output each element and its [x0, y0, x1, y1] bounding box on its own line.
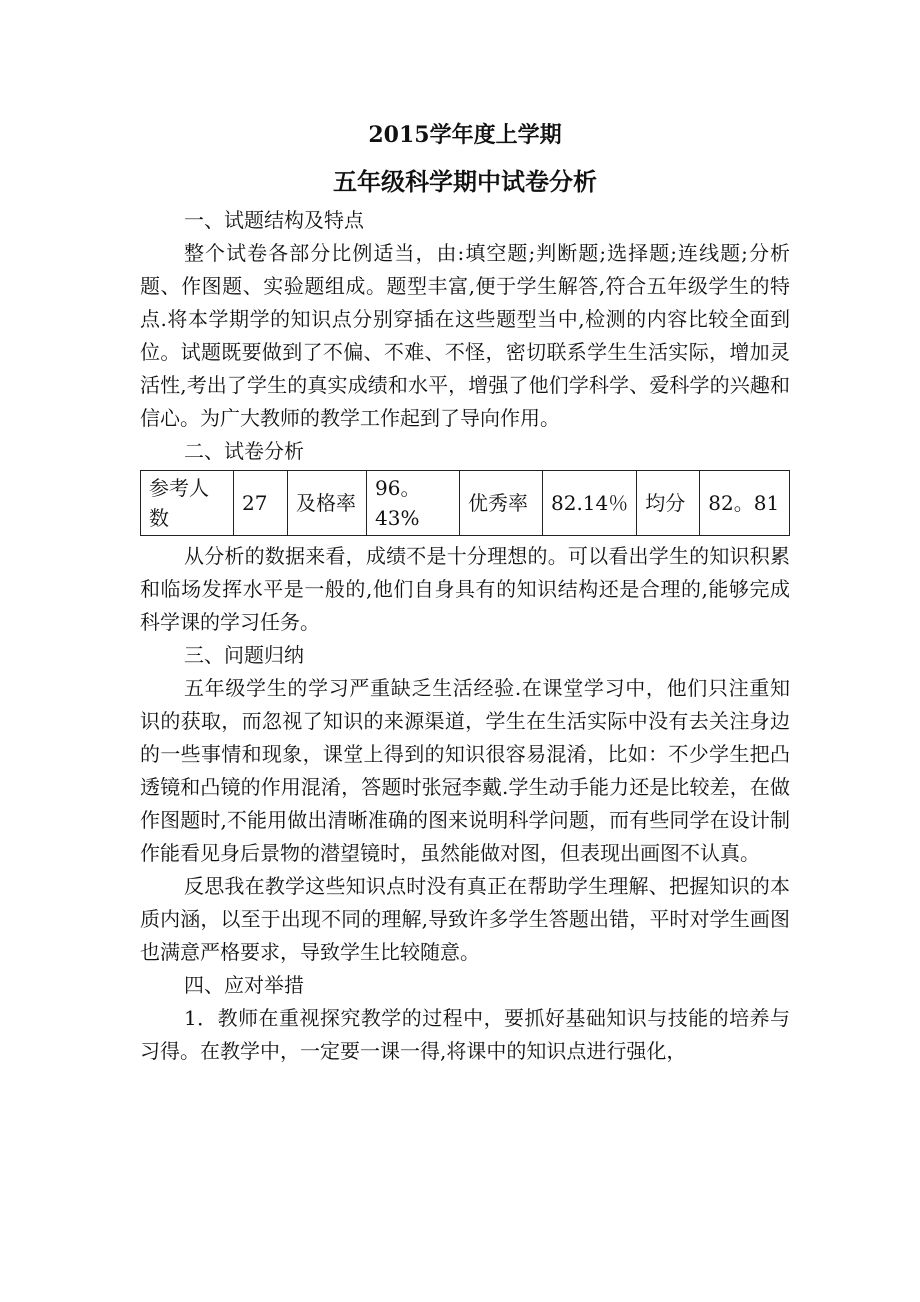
- cell-average-value: 82。81: [700, 471, 790, 536]
- section1-heading: 一、试题结构及特点: [184, 208, 364, 232]
- cell-pass-rate-label: 及格率: [288, 471, 367, 536]
- cell-participants-label: 参考人数: [141, 471, 234, 536]
- document-page: [140, 116, 790, 1068]
- cell-excellent-rate-label: 优秀率: [460, 471, 543, 536]
- cell-excellent-rate-value: 82.14％: [543, 471, 637, 536]
- score-table: [140, 470, 790, 536]
- score-table-row: [141, 471, 790, 536]
- cell-participants-value: 27: [234, 471, 288, 536]
- cell-average-label: 均分: [637, 471, 700, 536]
- section4-paragraph1: 1．教师在重视探究教学的过程中，要抓好基础知识与技能的培养与习得。在教学中，一定要一课一得,将课中的知识点进行强化，: [140, 1006, 790, 1063]
- section3-paragraph1: 五年级学生的学习严重缺乏生活经验.在课堂学习中，他们只注重知识的获取，而忽视了知识的来源渠道，学生在生活实际中没有去关注身边的一些事情和现象，课堂上得到的知识很容易混淆，比如：不少学生把凸透镜和凸镜的作用混淆，答题时张冠李戴.学生动手能力还是比较差，在做作图题时,不能用做出清晰准确的图来说明科学问题，而有些同学在设计制作能看见身后景物的潜望镜时，虽然能做对图，但表现出画图不认真。: [140, 676, 790, 865]
- section1-paragraph: 整个试卷各部分比例适当，由:填空题;判断题;选择题;连线题;分析题、作图题、实验题组成。题型丰富,便于学生解答,符合五年级学生的特点.将本学期学的知识点分别穿插在这些题型当中,检测的内容比较全面到位。试题既要做到了不偏、不难、不怪，密切联系学生生活实际，增加灵活性,考出了学生的真实成绩和水平，增强了他们学科学、爱科学的兴趣和信心。为广大教师的教学工作起到了导向作用。: [140, 241, 790, 430]
- section3-paragraph2: 反思我在教学这些知识点时没有真正在帮助学生理解、把握知识的本质内涵，以至于出现不同的理解,导致许多学生答题出错，平时对学生画图也满意严格要求，导致学生比较随意。: [140, 874, 790, 964]
- document-subtitle: 五年级科学期中试卷分析: [333, 167, 597, 196]
- section2-paragraph: 从分析的数据来看，成绩不是十分理想的。可以看出学生的知识积累和临场发挥水平是一般的,他们自身具有的知识结构还是合理的,能够完成科学课的学习任务。: [140, 544, 790, 634]
- section4-heading: 四、应对举措: [184, 973, 304, 997]
- cell-pass-rate-value: 96。43%: [367, 471, 460, 536]
- section3-heading: 三、问题归纳: [184, 643, 304, 667]
- document-title: 2015学年度上学期: [368, 122, 562, 148]
- section2-heading: 二、试卷分析: [184, 439, 304, 463]
